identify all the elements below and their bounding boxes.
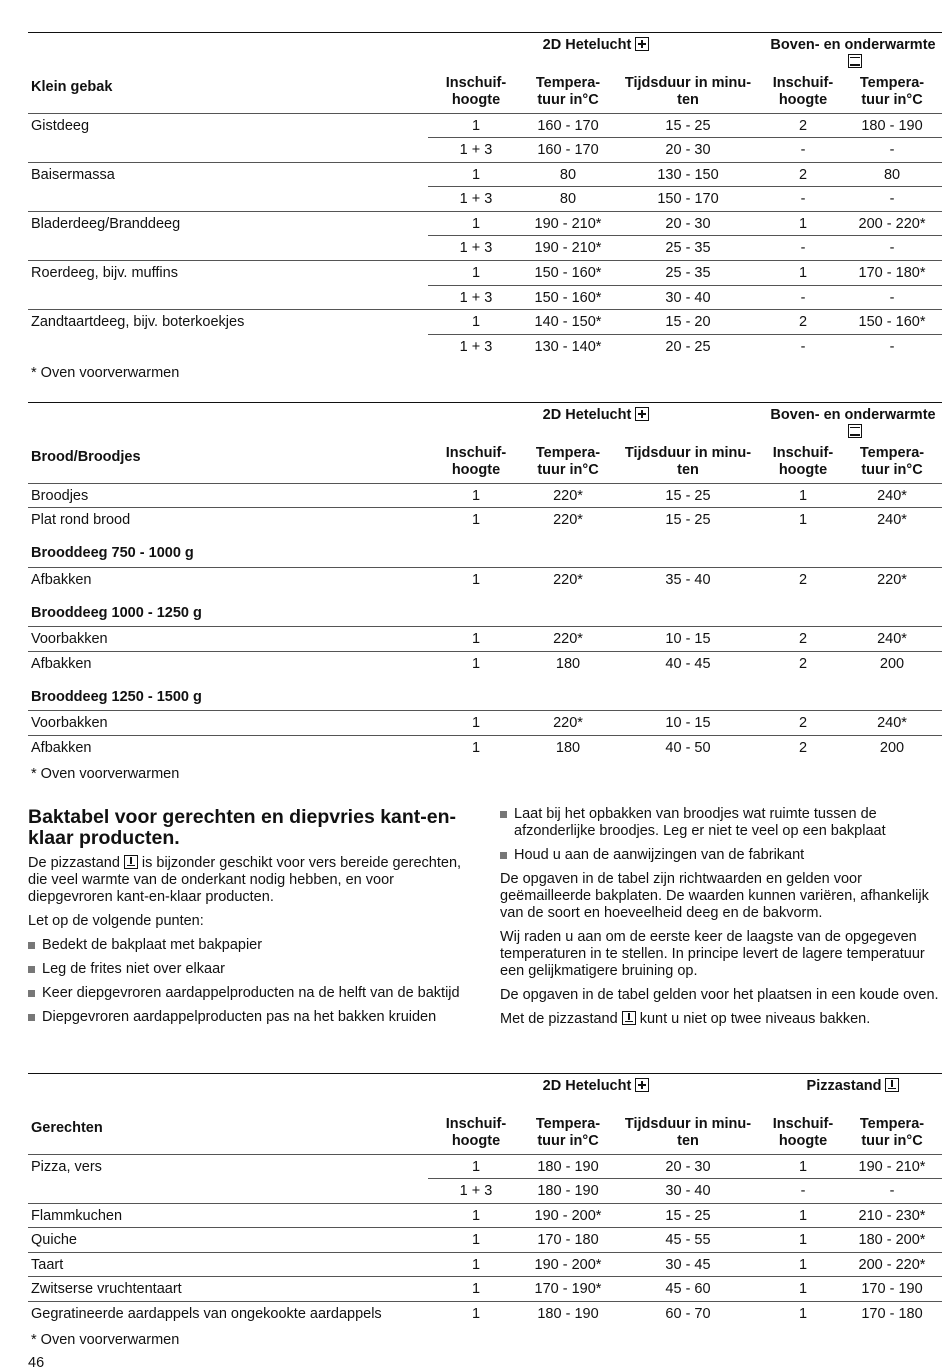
row-label: Zwitserse vruchtentaart — [28, 1277, 428, 1302]
table-cell: 1 — [798, 512, 808, 529]
table-cell: 1 — [428, 113, 524, 138]
table-row-label-header: Klein gebak — [28, 75, 428, 114]
row-label: Broodjes — [28, 483, 428, 508]
table-cell: 180 — [555, 655, 581, 672]
table-cell: 1 — [471, 571, 481, 588]
table-cell: 25 - 35 — [612, 261, 764, 286]
bullet-list-left — [28, 937, 468, 1026]
table-cell: - — [842, 138, 942, 163]
table-cell: 150 - 170 — [612, 187, 764, 212]
column-header: Inschuif- hoogte — [764, 75, 842, 114]
table-cell: 40 - 50 — [665, 740, 711, 757]
table-cell: 150 - 160* — [524, 285, 612, 310]
table-cell: 160 - 170 — [524, 138, 612, 163]
table-cell: 2 — [798, 655, 808, 672]
column-header: Inschuif- hoogte — [764, 1116, 842, 1155]
table-row — [28, 1179, 942, 1204]
table-cell: 220* — [553, 571, 583, 588]
row-label — [28, 138, 428, 163]
table-cell: 1 — [428, 1252, 524, 1277]
table-group-row — [28, 532, 942, 567]
table-row-label-header: Brood/Broodjes — [28, 445, 428, 484]
table-cell: - — [842, 285, 942, 310]
table-row — [28, 334, 942, 359]
table-cell: 1 + 3 — [428, 285, 524, 310]
table-cell: 1 — [798, 1306, 808, 1323]
table-cell: 160 - 170 — [524, 113, 612, 138]
column-header: Tempera- tuur in°C — [842, 445, 942, 484]
column-header: Tijdsduur in minu- ten — [612, 1116, 764, 1155]
table-cell: 1 — [471, 655, 481, 672]
table-row — [28, 187, 942, 212]
table-cell: 30 - 45 — [612, 1252, 764, 1277]
table-row — [28, 285, 942, 310]
table-cell: 1 — [428, 261, 524, 286]
table-row — [28, 211, 942, 236]
table-cell: 2 — [798, 571, 808, 588]
table-cell: 200 - 220* — [842, 211, 942, 236]
table-cell: 240* — [842, 483, 942, 508]
table-row — [28, 1252, 942, 1277]
paragraph: De opgaven in de tabel zijn richtwaarden en gelden voor geëmailleerde bakplaten. De waarden kunnen variëren, afhankelijk van de soort en hoeveelheid deeg en de bakvorm. — [500, 871, 929, 921]
points-label: Let op de volgende punten: — [28, 913, 204, 929]
table-cell: 20 - 30 — [612, 1154, 764, 1179]
table-cell: 220* — [524, 627, 612, 652]
hot-air-icon — [635, 407, 649, 421]
table-cell: 1 — [764, 483, 842, 508]
table-cell: - — [764, 1179, 842, 1204]
table-cell: 190 - 200* — [524, 1203, 612, 1228]
table-cell: 180 - 190 — [537, 1306, 599, 1323]
table-group-row — [28, 592, 942, 627]
table-cell: 210 - 230* — [842, 1203, 942, 1228]
table-cell: 190 - 210* — [842, 1154, 942, 1179]
group-header-hetelucht: 2D Hetelucht — [428, 33, 764, 75]
table-cell: 1 — [764, 1228, 842, 1253]
table-cell: 170 - 180 — [524, 1228, 612, 1253]
table-brood — [28, 402, 942, 782]
bullet-item: Houd u aan de aanwijzingen van de fabrikant — [500, 847, 940, 864]
table-cell: 80 — [524, 162, 612, 187]
group-title: Brooddeeg 750 - 1000 g — [28, 532, 942, 567]
table-cell: 35 - 40 — [665, 571, 711, 588]
table-row — [28, 736, 942, 761]
table-cell: 80 — [842, 162, 942, 187]
table-row — [28, 651, 942, 676]
table-cell: 30 - 40 — [612, 285, 764, 310]
bullet-item: Bedekt de bakplaat met bakpapier — [28, 937, 468, 954]
table-row — [28, 567, 942, 592]
bullet-item: Laat bij het opbakken van broodjes wat ruimte tussen de afzonderlijke broodjes. Leg er niet te veel op een bakplaat — [500, 806, 940, 840]
row-label: Zandtaartdeeg, bijv. boterkoekjes — [31, 314, 245, 331]
table-cell: 1 — [471, 740, 481, 757]
table-cell: 25 - 35 — [612, 236, 764, 261]
row-label — [28, 187, 428, 212]
table-cell: 190 - 210* — [524, 236, 612, 261]
table-cell: 15 - 25 — [612, 1203, 764, 1228]
top-bottom-heat-icon — [848, 54, 862, 68]
table-cell: 10 - 15 — [612, 627, 764, 652]
table-cell: 1 — [428, 1203, 524, 1228]
table-note: * Oven voorverwarmen — [31, 364, 180, 381]
table-row — [28, 310, 942, 335]
top-bottom-heat-icon — [848, 424, 862, 438]
table-cell: 2 — [764, 711, 842, 736]
table-cell: 1 — [471, 1306, 481, 1323]
table-row — [28, 508, 942, 533]
section-intro: De pizzastand is bijzonder geschikt voor vers bereide gerechten, die veel warmte van de onderkant nodig hebben, en voor diepgevroren kant-en-klaar producten. — [28, 855, 462, 905]
table-cell: 180 - 190 — [842, 113, 942, 138]
column-header: Tijdsduur in minu- ten — [612, 445, 764, 484]
table-cell: 240* — [877, 512, 907, 529]
table-cell: 1 — [764, 261, 842, 286]
row-label: Gegratineerde aardappels van ongekookte aardappels — [31, 1306, 382, 1323]
row-label: Gistdeeg — [31, 117, 90, 134]
hot-air-icon — [635, 37, 649, 51]
group-header-hetelucht: 2D Hetelucht — [428, 1074, 764, 1116]
table-cell: 2 — [798, 740, 808, 757]
table-cell: - — [842, 1179, 942, 1204]
table-cell: 1 + 3 — [428, 138, 524, 163]
column-header: Inschuif- hoogte — [428, 445, 524, 484]
table-row — [28, 1154, 942, 1179]
table-row — [28, 1302, 942, 1327]
section-title: Baktabel voor gerechten en diepvries kant-en-klaar producten. — [28, 806, 457, 849]
table-cell: - — [764, 138, 842, 163]
table-klein-gebak — [28, 32, 942, 381]
group-header-boven-onder: Boven- en onderwarmte — [764, 403, 942, 445]
table-cell: 200 - 220* — [842, 1252, 942, 1277]
table-row — [28, 162, 942, 187]
table-cell: 15 - 25 — [612, 113, 764, 138]
table-cell: 220* — [877, 571, 907, 588]
row-label: Roerdeeg, bijv. muffins — [31, 265, 178, 282]
paragraph: De opgaven in de tabel gelden voor het plaatsen in een koude oven. — [500, 987, 939, 1003]
row-label: Taart — [28, 1252, 428, 1277]
table-cell: 45 - 60 — [612, 1277, 764, 1302]
table-cell: - — [889, 338, 895, 355]
pizza-stone-icon — [885, 1078, 899, 1092]
table-cell: 240* — [842, 711, 942, 736]
row-label: Quiche — [28, 1228, 428, 1253]
row-label — [28, 334, 428, 359]
bullet-item: Diepgevroren aardappelproducten pas na het bakken kruiden — [28, 1009, 468, 1026]
table-cell: 20 - 25 — [665, 338, 711, 355]
column-header: Tijdsduur in minu- ten — [612, 75, 764, 114]
table-cell: 30 - 40 — [612, 1179, 764, 1204]
table-cell: 80 — [524, 187, 612, 212]
table-cell: 1 — [764, 1154, 842, 1179]
group-title: Brooddeeg 1250 - 1500 g — [28, 676, 942, 711]
pizza-stone-icon — [124, 855, 138, 869]
section-left-column — [28, 807, 468, 1033]
table-cell: 45 - 55 — [612, 1228, 764, 1253]
table-row — [28, 1277, 942, 1302]
table-cell: 1 — [428, 1154, 524, 1179]
table-row — [28, 627, 942, 652]
column-header: Inschuif- hoogte — [428, 1116, 524, 1155]
table-cell: 1 — [428, 483, 524, 508]
table-cell: 1 + 3 — [428, 236, 524, 261]
table-cell: 200 — [879, 740, 905, 757]
table-cell: 190 - 200* — [524, 1252, 612, 1277]
table-row — [28, 1228, 942, 1253]
table-cell: 10 - 15 — [612, 711, 764, 736]
table-cell: 130 - 150 — [612, 162, 764, 187]
page-number: 46 — [28, 1355, 45, 1370]
table-cell: 200 — [879, 655, 905, 672]
row-label — [28, 1179, 428, 1204]
table-cell: 1 — [764, 1252, 842, 1277]
table-row — [28, 138, 942, 163]
table-cell: 1 — [428, 1277, 524, 1302]
table-cell: 2 — [764, 310, 842, 335]
table-cell: 170 - 190* — [524, 1277, 612, 1302]
column-header: Tempera- tuur in°C — [842, 1116, 942, 1155]
table-cell: 130 - 140* — [534, 338, 602, 355]
group-title: Brooddeeg 1000 - 1250 g — [28, 592, 942, 627]
table-cell: 15 - 25 — [612, 483, 764, 508]
table-cell: 170 - 190 — [842, 1277, 942, 1302]
table-cell: 2 — [764, 627, 842, 652]
row-label: Voorbakken — [28, 711, 428, 736]
table-cell: 1 — [764, 1277, 842, 1302]
row-label — [28, 236, 428, 261]
table-cell: 170 - 180 — [861, 1306, 923, 1323]
table-cell: 1 — [428, 1228, 524, 1253]
table-cell: 60 - 70 — [665, 1306, 711, 1323]
table-row — [28, 1203, 942, 1228]
table-cell: 180 - 200* — [842, 1228, 942, 1253]
table-cell: 190 - 210* — [524, 211, 612, 236]
group-header-boven-onder: Boven- en onderwarmte — [764, 33, 942, 75]
column-header: Tempera- tuur in°C — [524, 75, 612, 114]
row-label: Afbakken — [31, 655, 92, 672]
row-label: Plat rond brood — [31, 512, 131, 529]
table-row — [28, 261, 942, 286]
group-header-pizzastand: Pizzastand — [764, 1074, 942, 1116]
table-cell: - — [800, 338, 806, 355]
table-cell: - — [842, 187, 942, 212]
column-header: Inschuif- hoogte — [764, 445, 842, 484]
bullet-list-right — [500, 806, 940, 864]
row-label: Baisermassa — [31, 166, 115, 183]
column-header: Tempera- tuur in°C — [524, 1116, 612, 1155]
table-cell: 1 — [428, 310, 524, 335]
table-cell: 2 — [764, 113, 842, 138]
table-cell: 1 — [428, 627, 524, 652]
table-cell: 1 + 3 — [428, 187, 524, 212]
section-right-column — [500, 806, 940, 1035]
table-gerechten — [28, 1073, 942, 1348]
table-group-row — [28, 676, 942, 711]
table-cell: 1 + 3 — [428, 1179, 524, 1204]
table-row-label-header: Gerechten — [28, 1116, 428, 1155]
table-cell: 240* — [842, 627, 942, 652]
table-cell: - — [764, 187, 842, 212]
bullet-item: Leg de frites niet over elkaar — [28, 961, 468, 978]
table-cell: 220* — [553, 512, 583, 529]
table-cell: 220* — [524, 711, 612, 736]
table-cell: 20 - 30 — [612, 211, 764, 236]
table-row — [28, 711, 942, 736]
table-cell: 1 — [764, 211, 842, 236]
pizza-stone-icon — [622, 1011, 636, 1025]
table-cell: - — [842, 236, 942, 261]
paragraph: Met de pizzastand kunt u niet op twee niveaus bakken. — [500, 1011, 871, 1027]
column-header: Tempera- tuur in°C — [524, 445, 612, 484]
table-cell: 15 - 20 — [612, 310, 764, 335]
table-cell: - — [764, 285, 842, 310]
table-cell: 1 — [428, 211, 524, 236]
table-cell: - — [764, 236, 842, 261]
table-cell: 180 — [555, 740, 581, 757]
table-cell: 1 — [428, 711, 524, 736]
hot-air-icon — [635, 1078, 649, 1092]
table-row — [28, 236, 942, 261]
table-note: * Oven voorverwarmen — [31, 1332, 180, 1349]
row-label: Flammkuchen — [28, 1203, 428, 1228]
table-cell: 40 - 45 — [665, 655, 711, 672]
table-cell: 1 — [471, 512, 481, 529]
table-cell: 180 - 190 — [524, 1179, 612, 1204]
column-header: Tempera- tuur in°C — [842, 75, 942, 114]
bullet-item: Keer diepgevroren aardappelproducten na de helft van de baktijd — [28, 985, 468, 1002]
table-cell: 1 — [428, 162, 524, 187]
table-cell: 20 - 30 — [612, 138, 764, 163]
row-label — [28, 285, 428, 310]
row-label: Afbakken — [31, 571, 92, 588]
table-cell: 1 — [764, 1203, 842, 1228]
group-header-hetelucht: 2D Hetelucht — [428, 403, 764, 445]
table-note: * Oven voorverwarmen — [31, 766, 180, 783]
table-row — [28, 113, 942, 138]
table-cell: 220* — [524, 483, 612, 508]
table-cell: 1 + 3 — [459, 338, 493, 355]
column-header: Inschuif- hoogte — [428, 75, 524, 114]
paragraph: Wij raden u aan om de eerste keer de laagste van de opgegeven temperaturen in te stellen. In principe levert de lagere temperatuur een gelijkmatigere bruining op. — [500, 929, 925, 979]
table-cell: 150 - 160* — [524, 261, 612, 286]
table-cell: 140 - 150* — [524, 310, 612, 335]
table-cell: 2 — [764, 162, 842, 187]
table-cell: 15 - 25 — [665, 512, 711, 529]
table-cell: 170 - 180* — [842, 261, 942, 286]
row-label: Voorbakken — [28, 627, 428, 652]
table-cell: 180 - 190 — [524, 1154, 612, 1179]
table-cell: 150 - 160* — [842, 310, 942, 335]
row-label: Pizza, vers — [31, 1158, 102, 1175]
row-label: Bladerdeeg/Branddeeg — [31, 215, 181, 232]
row-label: Afbakken — [31, 740, 92, 757]
table-row — [28, 483, 942, 508]
